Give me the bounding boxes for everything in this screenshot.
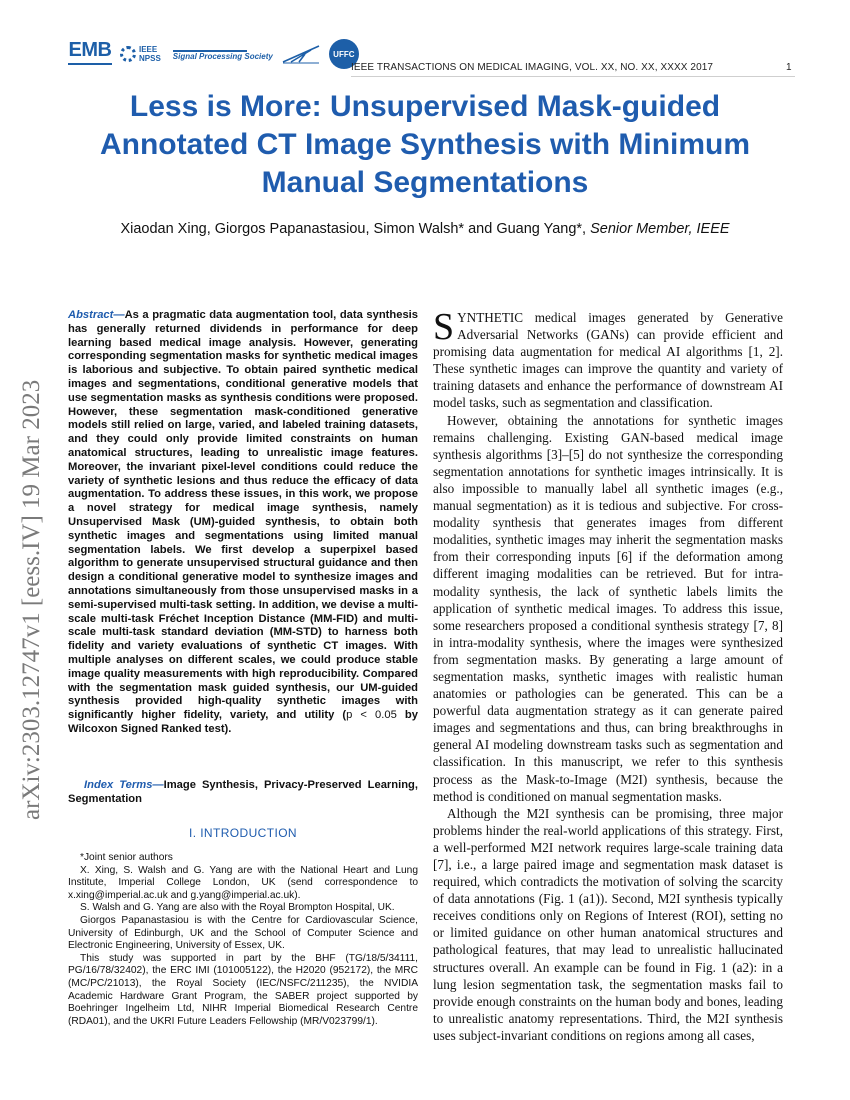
abstract-text: As a pragmatic data augmentation tool, data synthesis has generally returned dividends in performance for deep learning based medical image analysis. However, generating corresponding segmentation masks for synthetic medical images is laborious and subjective. To obtain paired synthetic medical images and segmentations, conditional generative models that use segmentation masks as synthesis conditions were proposed. However, these segmentation mask-conditioned generative models still relied on large, varied, and labeled training datasets, and they could only provide limited constraints on human anatomical structures, leading to unrealistic image features. Moreover, the invariant pixel-level conditions could reduce the variety of synthetic lesions and thus reduce the efficacy of data augmentation. To address these issues, in this work, we propose a novel strategy for medical image synthesis, namely Unsupervised Mask (UM)-guided synthesis, to obtain both synthetic images and segmentations using limited manual segmentation labels. We first develop a superpixel based algorithm to generate unsupervised structural guidance and then design a conditional generative model to synthesize images and annotations simultaneously from those unsupervised masks in a semi-supervised multi-task setting. In addition, we devise a multi-scale multi-task Fréchet Inception Distance (MM-FID) and multi-scale multi-task standard deviation (MM-STD) to harness both fidelity and variety evaluations of synthetic CT images. With multiple analyses on different scales, we could produce stable image quality measurements with high reproducibility. Compared with the segmentation mask guided synthesis, our UM-guided synthesis provided high-quality synthetic images with significantly higher fidelity, variety, and utility ( xyxy=(68,309,418,722)
index-terms-label: Index Terms— xyxy=(84,779,164,791)
uffc-logo: UFFC xyxy=(329,39,359,69)
page-number: 1 xyxy=(786,62,792,73)
author-names: Xiaodan Xing, Giorgos Papanastasiou, Simon Walsh* and Guang Yang*, xyxy=(120,221,587,237)
abstract-p-value: p < 0.05 xyxy=(346,709,397,722)
abstract-label: Abstract— xyxy=(68,309,125,321)
body-paragraph xyxy=(433,306,783,412)
npss-logo-line1: IEEE xyxy=(139,45,158,54)
index-terms-text: Image Synthesis, Privacy-Preserved Learning, Segmentation xyxy=(68,779,418,805)
drop-cap: S xyxy=(433,306,455,348)
footnote: S. Walsh and G. Yang are also with the Royal Brompton Hospital, UK. xyxy=(80,902,395,914)
author-membership: Senior Member, IEEE xyxy=(590,221,730,237)
ieee-plane-icon xyxy=(281,42,321,66)
index-terms xyxy=(68,778,418,806)
running-head: IEEE TRANSACTIONS ON MEDICAL IMAGING, VOL. XX, NO. XX, XXXX 2017 xyxy=(351,62,714,73)
npss-logo xyxy=(120,45,161,63)
paper-title xyxy=(40,88,810,202)
emb-logo xyxy=(68,40,112,69)
emb-logo-text: EMB xyxy=(68,38,112,61)
author-list xyxy=(80,221,770,237)
first-word: YNTHETIC xyxy=(457,310,524,325)
emb-logo-underline xyxy=(68,63,112,69)
sps-logo-text: Signal Processing Society xyxy=(172,51,273,61)
footnote: X. Xing, S. Walsh and G. Yang are with the National Heart and Lung Institute, Imperial College London, UK (send correspondence to x.xing@imperial.ac.uk and g.yang@imperial.ac.uk). xyxy=(68,864,418,901)
title-line: Manual Segmentations xyxy=(261,166,589,199)
abstract-text-end: by Wilcoxon Signed Ranked test). xyxy=(68,709,418,735)
arxiv-stamp: arXiv:2303.12747v1 [eess.IV] 19 Mar 2023 xyxy=(18,379,45,820)
publisher-logos xyxy=(68,36,359,72)
title-line: Annotated CT Image Synthesis with Minimum xyxy=(99,128,751,161)
npss-gear-icon xyxy=(120,46,136,62)
paragraph-text: medical images generated by Generative Adversarial Networks (GANs) can provide efficient and promising data augmentation for medical AI algorithms [1, 2]. These synthetic images can improve the quantity and variety of training datasets and enhance the performance of downstream AI model tasks, such as segmentation and classification. xyxy=(433,310,783,411)
footnotes xyxy=(68,852,418,1028)
footnote: *Joint senior authors xyxy=(80,852,173,863)
section-heading-introduction: I. INTRODUCTION xyxy=(189,826,297,840)
introduction-body xyxy=(433,306,783,1044)
body-paragraph: Although the M2I synthesis can be promising, three major problems hinder the real-world applications of this strategy. First, a well-performed M2I network requires large-scale training data [7], i.e., a large paired image and segmentation mask dataset is required, which contradicts the motivation of solving the scarcity of data annotations (Fig. 1 (a1)). Second, M2I synthesis typically receives conditions only on Regions of Interest (ROI), setting no or limited guidance on other human anatomical structures and pathological features, that may lead to unrealistic hallucinated structures overall. An example can be found in Fig. 1 (a2): in a lung lesion segmentation task, the segmentation masks fail to provide enough constraints on the human body and bones, leading to unrealistic anatomy representations. Third, the M2I synthesis uses subject-invariant conditions on regions among all cases, xyxy=(433,805,783,1043)
body-paragraph: However, obtaining the annotations for synthetic images remains challenging. Existing GAN-based medical image synthesis algorithms [3]–[5] do not synthesize the corresponding segmentation annotations for synthetic images intrinsically. It is also impossible to manually label all synthetic images (e.g., manual segmentation) as it is tedious and subjective. For cross-modality synthesis that generates images from different modalities, synthetic images may inherit the segmentation masks from their corresponding inputs [6] if the deformation among different imaging modalities can be retrieved. But for intra-modality synthesis, the lack of synthetic labels limits the application of synthetic medical images. To address this issue, some researchers proposed a conditional synthesis strategy [7, 8] in intra-modality synthesis, where the images were synthesized from segmentation masks. By generating a large amount of segmentation masks, synthetic images with realistic human anatomies or pathologies can be generated. This can be a powerful data augmentation strategy as it can generate paired images and segmentations and thus, can bring breakthroughs in general AI modeling downstream tasks such as segmentation and classification. In this manuscript, we refer to this synthesis process as the Mask-to-Image (M2I) synthesis, because the method is conditioned on manual segmentation masks. xyxy=(433,412,783,804)
npss-logo-line2: NPSS xyxy=(139,54,161,63)
footnote: This study was supported in part by the BHF (TG/18/5/34111, PG/16/78/32402), the ERC IMI (101005122), the H2020 (952172), the MRC (MC/PC/21013), the Royal Society (IEC/NSFC/211235), the NVIDIA Academic Hardware Grant Program, the SABER project supported by Boehringer Ingelheim Ltd, NIHR Imperial Biomedical Research Centre (RDA01), and the UKRI Future Leaders Fellowship (MR/V023799/1). xyxy=(68,952,418,1027)
header-rule xyxy=(351,76,795,77)
title-line: Less is More: Unsupervised Mask-guided xyxy=(129,90,721,123)
footnote: Giorgos Papanastasiou is with the Centre for Cardiovascular Science, University of Edinburgh, UK and the School of Computer Science and Electronic Engineering, University of Essex, UK. xyxy=(68,914,418,952)
sps-logo xyxy=(173,48,273,61)
abstract xyxy=(68,309,418,737)
